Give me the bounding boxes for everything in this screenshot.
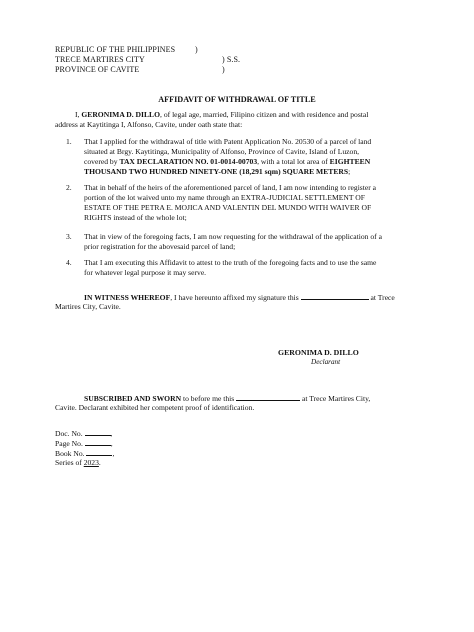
sworn-end: at Trece Martires City, xyxy=(302,394,371,403)
item-1-line-2: situated at Brgy. Kaytitinga, Municipality of Alfonso, Province of Cavite, Island of Luzon, xyxy=(84,147,360,156)
item-4-number: 4. xyxy=(66,258,72,267)
header-paren-3: ) xyxy=(222,65,225,74)
item-3-line-2: prior registration for the abovesaid parcel of land; xyxy=(84,242,236,251)
item-1-area-text: , with a total lot area of xyxy=(257,157,328,166)
header-paren-1: ) xyxy=(195,45,198,54)
intro-text: , of legal age, married, Filipino citizen and with residence and postal xyxy=(160,110,369,119)
witness-end: at Trece xyxy=(370,293,395,302)
item-2-line-3: ESTATE OF THE PETRA E. MOJICA AND VALENTIN DEL MUNDO WITH WAIVER OF xyxy=(84,203,372,212)
item-1-number: 1. xyxy=(66,137,72,146)
doc-no xyxy=(55,428,112,439)
item-1-line-1: That I applied for the withdrawal of title with Patent Application No. 20530 of a parcel of land xyxy=(84,137,372,146)
page-no xyxy=(55,438,113,449)
item-3-line-1: That in view of the foregoing facts, I am now requesting for the withdrawal of the application of a xyxy=(84,232,382,241)
item-1-end: ; xyxy=(348,167,351,176)
intro-line-1 xyxy=(75,110,368,119)
signatory-role: Declarant xyxy=(311,358,341,366)
header-ss: ) S.S. xyxy=(222,55,241,64)
header-republic: REPUBLIC OF THE PHILIPPINES xyxy=(55,45,176,54)
series-of xyxy=(55,458,101,468)
item-2-line-4: RIGHTS instead of the whole lot; xyxy=(84,213,187,222)
header-province: PROVINCE OF CAVITE xyxy=(55,65,140,74)
sworn-heading: SUBSCRIBED AND SWORN xyxy=(84,394,182,403)
book-no-blank xyxy=(86,448,115,458)
series-year: 2023 xyxy=(83,458,99,467)
doc-no-blank xyxy=(85,428,111,436)
item-1-line-4 xyxy=(84,167,350,176)
witness-line-2: Martires City, Cavite. xyxy=(55,302,121,311)
witness-date-blank xyxy=(301,292,369,300)
witness-text: , I have hereunto affixed my signature this xyxy=(170,293,299,302)
sworn-line-1 xyxy=(84,393,370,403)
item-1-covered-by: covered by xyxy=(84,157,118,166)
item-1-tax-declaration: TAX DECLARATION NO. 01-0014-00703 xyxy=(119,157,258,166)
item-1-area-start: EIGHTEEN xyxy=(329,157,371,166)
series-period: . xyxy=(98,458,101,467)
page-no-blank xyxy=(85,438,111,446)
witness-heading: IN WITNESS WHEREOF xyxy=(84,293,171,302)
sworn-date-blank xyxy=(236,393,300,401)
doc-no-comma: , xyxy=(110,429,113,438)
book-no-comma: , xyxy=(112,449,115,458)
doc-no-label: Doc. No. xyxy=(55,429,83,438)
item-2-line-2: portion of the lot waived unto my name through an EXTRA-JUDICIAL SETTLEMENT OF xyxy=(84,193,365,202)
series-label: Series of xyxy=(55,458,82,467)
signatory-name: GERONIMA D. DILLO xyxy=(278,348,359,357)
header-city: TRECE MARTIRES CITY xyxy=(55,55,145,64)
item-2-line-1: That in behalf of the heirs of the aforementioned parcel of land, I am now intending to register a xyxy=(84,183,377,192)
witness-line-1 xyxy=(84,292,395,302)
sworn-text: to before me this xyxy=(182,394,235,403)
book-no-label: Book No. xyxy=(55,449,85,458)
intro-declarant-name: GERONIMA D. DILLO xyxy=(81,110,161,119)
item-2-number: 2. xyxy=(66,183,72,192)
item-1-area-value: THOUSAND TWO HUNDRED NINETY-ONE (18,291 sqm) SQUARE METERS xyxy=(84,167,349,176)
intro-line-2: address at Kaytitinga I, Alfonso, Cavite, under oath state that: xyxy=(55,120,243,129)
item-3-number: 3. xyxy=(66,232,72,241)
item-4-line-2: for whatever legal purpose it may serve. xyxy=(84,268,207,277)
book-no xyxy=(55,448,114,459)
item-1-line-3 xyxy=(84,157,370,166)
item-4-line-1: That I am executing this Affidavit to attest to the truth of the foregoing facts and to use the same xyxy=(84,258,377,267)
page-no-label: Page No. xyxy=(55,439,83,448)
intro-prefix: I, xyxy=(75,110,80,119)
document-title: AFFIDAVIT OF WITHDRAWAL OF TITLE xyxy=(158,95,316,104)
sworn-line-2: Cavite. Declarant exhibited her competent proof of identification. xyxy=(55,403,255,412)
page-no-comma: , xyxy=(110,439,113,448)
